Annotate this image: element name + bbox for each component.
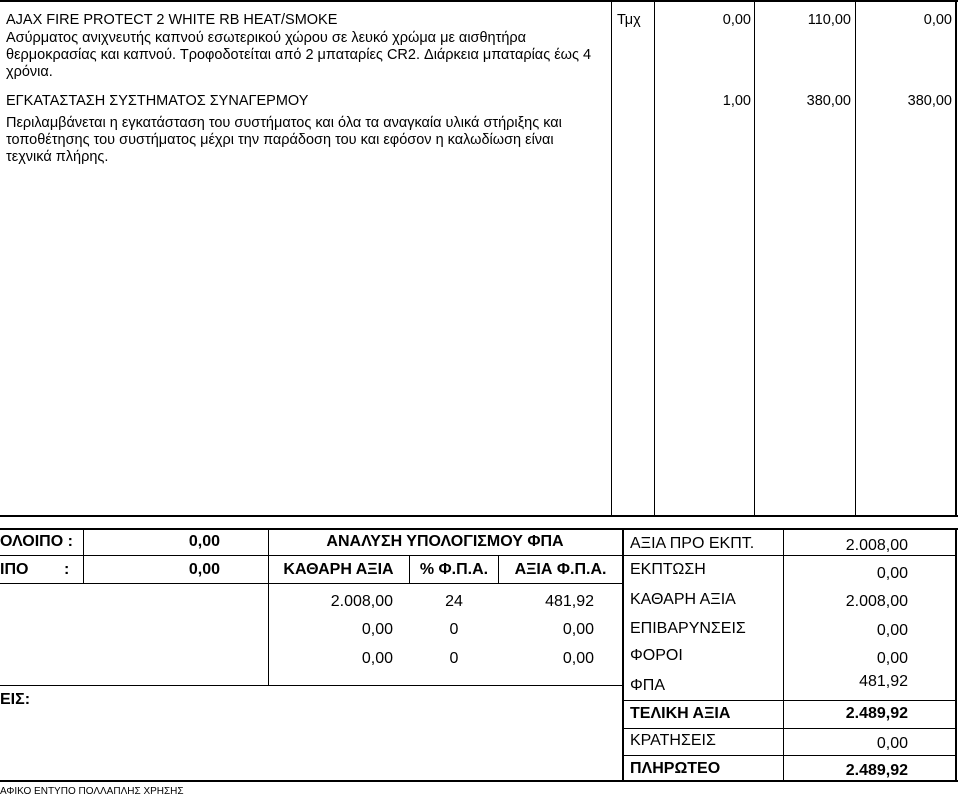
vat-header-net: ΚΑΘΑΡΗ ΑΞΙΑ <box>283 561 394 578</box>
col-sep-unit <box>611 0 612 516</box>
totals-sep <box>622 728 956 729</box>
vat-title: ΑΝΑΛΥΣΗ ΥΠΟΛΟΓΙΣΜΟΥ ΦΠΑ <box>326 533 564 550</box>
col-sep-qty <box>654 0 655 516</box>
item-title: ΕΓΚΑΤΑΣΤΑΣΗ ΣΥΣΤΗΜΑΤΟΣ ΣΥΝΑΓΕΡΜΟΥ <box>6 93 309 109</box>
totals-sep <box>622 755 956 756</box>
totals-label: ΑΞΙΑ ΠΡΟ ΕΚΠΤ. <box>630 535 755 552</box>
totals-value: 0,00 <box>876 622 908 639</box>
vat-title-sep <box>268 555 622 556</box>
totals-value: 0,00 <box>876 565 908 582</box>
totals-label: ΦΟΡΟΙ <box>630 647 683 664</box>
item-title: AJAX FIRE PROTECT 2 WHITE RB HEAT/SMOKE <box>6 12 338 28</box>
vat-net: 0,00 <box>361 621 393 638</box>
col-sep-right <box>955 0 957 516</box>
notes-label: ΕΙΣ: <box>0 691 31 708</box>
vat-amount: 0,00 <box>562 621 594 638</box>
item-price: 380,00 <box>806 93 851 109</box>
balance-row-sep <box>0 555 268 556</box>
balance-label: ΟΛΟΙΠΟ : <box>0 533 73 550</box>
col-sep-price <box>754 0 755 516</box>
totals-label: ΚΑΘΑΡΗ ΑΞΙΑ <box>630 591 736 608</box>
summary-top-border <box>0 528 958 530</box>
item-value: 0,00 <box>923 12 952 28</box>
vat-amount: 0,00 <box>562 650 594 667</box>
balance-label: ΙΠΟ <box>0 561 29 578</box>
vat-header-sep <box>268 583 622 584</box>
totals-value: 481,92 <box>859 673 908 690</box>
footer-text: ΑΦΙΚΟ ΕΝΤΥΠΟ ΠΟΛΛΑΠΛΗΣ ΧΡΗΣΗΣ <box>0 786 184 797</box>
totals-value: 2.489,92 <box>845 762 908 779</box>
items-bottom-border <box>0 515 958 517</box>
totals-label: ΠΛΗΡΩΤΕΟ <box>630 760 721 777</box>
totals-value: 2.008,00 <box>845 593 908 610</box>
item-quantity: 1,00 <box>722 93 751 109</box>
balance-colon: : <box>64 561 70 578</box>
vat-rate: 0 <box>449 650 459 667</box>
items-top-border <box>0 0 958 2</box>
totals-label: ΤΕΛΙΚΗ ΑΞΙΑ <box>630 705 731 722</box>
notes-top-border <box>0 685 622 686</box>
vat-net: 2.008,00 <box>330 593 393 610</box>
totals-label: ΚΡΑΤΗΣΕΙΣ <box>630 732 716 749</box>
totals-label: ΕΠΙΒΑΡΥΝΣΕΙΣ <box>630 620 746 637</box>
balance-bottom <box>0 583 268 584</box>
item-description: Περιλαμβάνεται η εγκατάσταση του συστήματος και όλα τα αναγκαία υλικά στήριξης και τοποθέτησης του συστήματος μέχρι την παράδοση του και εφόσον η καλωδίωση είναι τεχνικά πλήρης. <box>6 115 562 165</box>
item-value: 380,00 <box>907 93 952 109</box>
totals-value: 2.489,92 <box>845 705 908 722</box>
totals-value: 0,00 <box>876 650 908 667</box>
totals-left-border <box>622 528 624 782</box>
item-description: Ασύρματος ανιχνευτής καπνού εσωτερικού χώρου σε λευκό χρώμα με αισθητήρα θερμοκρασίας και καπνού. Τροφοδοτείται από 2 μπαταρίες CR2. Διάρκεια μπαταρίας έως 4 χρόνια. <box>6 30 592 80</box>
summary-right-border <box>955 528 957 782</box>
balance-value: 0,00 <box>188 561 220 578</box>
vat-header-amount: ΑΞΙΑ Φ.Π.Α. <box>514 561 607 578</box>
vat-net: 0,00 <box>361 650 393 667</box>
totals-value: 2.008,00 <box>845 537 908 554</box>
totals-label: ΦΠΑ <box>630 677 665 694</box>
vat-rate: 24 <box>445 593 463 610</box>
item-price: 110,00 <box>807 12 851 28</box>
col-sep-value <box>855 0 856 516</box>
item-unit: Τμχ <box>617 12 641 28</box>
item-quantity: 0,00 <box>722 12 751 28</box>
vat-header-rate: % Φ.Π.Α. <box>419 561 489 578</box>
vat-amount: 481,92 <box>545 593 594 610</box>
totals-sep <box>622 700 956 701</box>
vat-rate: 0 <box>449 621 459 638</box>
balance-value: 0,00 <box>188 533 220 550</box>
totals-value: 0,00 <box>876 735 908 752</box>
totals-label: ΕΚΠΤΩΣΗ <box>630 561 706 578</box>
